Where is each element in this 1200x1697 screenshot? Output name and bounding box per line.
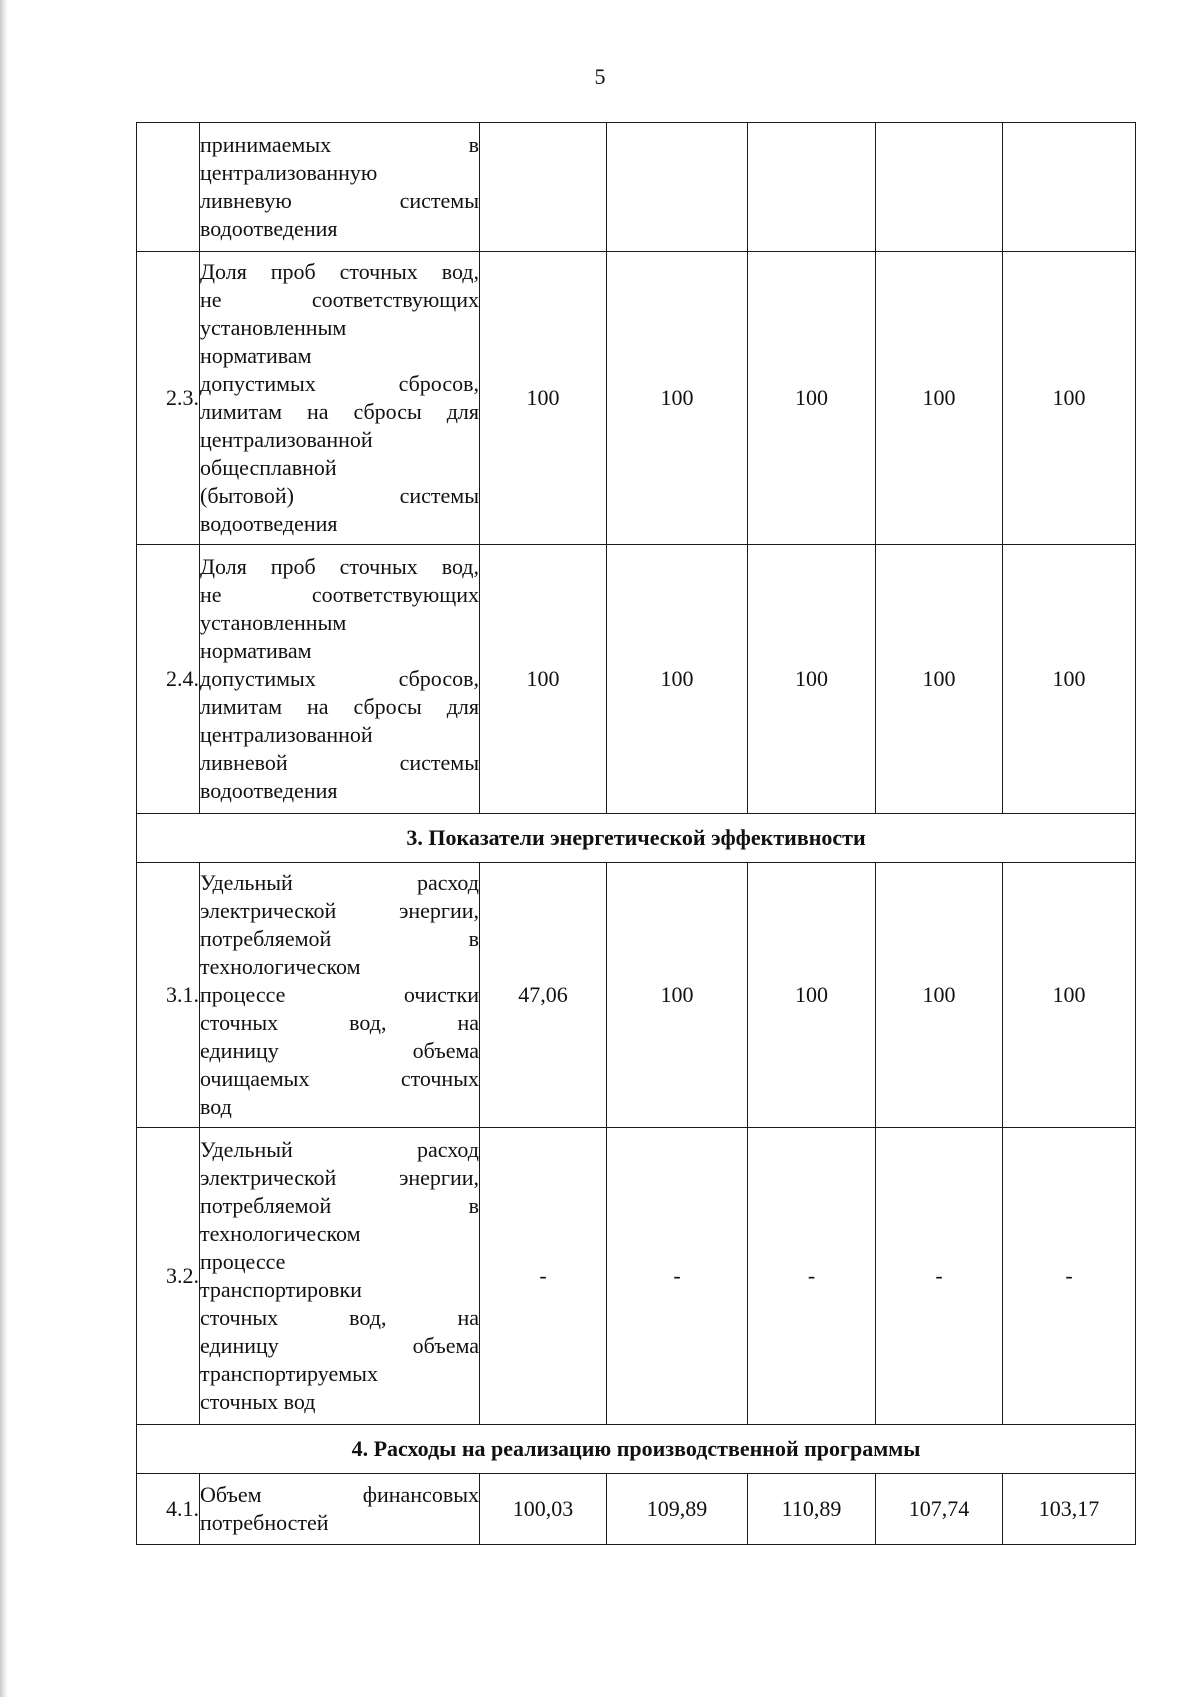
table-row (137, 252, 1136, 545)
value-cell: 100 (480, 252, 607, 545)
table-row (137, 545, 1136, 814)
section-heading: 3. Показатели энергетической эффективности (137, 814, 1136, 863)
value-cell: - (876, 1128, 1003, 1425)
value-cell: - (1003, 1128, 1136, 1425)
table-row (137, 863, 1136, 1128)
value-cell (876, 123, 1003, 252)
indicator-name: принимаемых в централизованную ливневую системы водоотведения (200, 123, 480, 252)
value-cell (1003, 123, 1136, 252)
value-cell: - (607, 1128, 748, 1425)
value-cell: 107,74 (876, 1474, 1003, 1545)
value-cell: 100 (1003, 252, 1136, 545)
row-number (137, 123, 200, 252)
indicator-name: Доля проб сточных вод, не соответствующих установленным нормативам допустимых сбросов, лимитам на сбросы для централизованной ливневой системы водоотведения (200, 545, 480, 814)
indicators-table (136, 122, 1136, 1545)
table-row (137, 1128, 1136, 1425)
scan-edge (0, 0, 8, 1697)
value-cell: 47,06 (480, 863, 607, 1128)
row-number: 4.1. (137, 1474, 200, 1545)
row-number: 2.3. (137, 252, 200, 545)
row-number: 2.4. (137, 545, 200, 814)
value-cell: 103,17 (1003, 1474, 1136, 1545)
value-cell: 100 (748, 545, 876, 814)
table-row (137, 123, 1136, 252)
value-cell (607, 123, 748, 252)
value-cell: 100 (607, 863, 748, 1128)
section-heading: 4. Расходы на реализацию производственной программы (137, 1425, 1136, 1474)
value-cell: 100 (876, 863, 1003, 1128)
row-number: 3.2. (137, 1128, 200, 1425)
value-cell: 100,03 (480, 1474, 607, 1545)
row-number: 3.1. (137, 863, 200, 1128)
indicator-name: Удельный расход электрической энергии, потребляемой в технологическом процессе очистки сточных вод, на единицу объема очищаемых сточных вод (200, 863, 480, 1128)
value-cell: - (748, 1128, 876, 1425)
value-cell: 100 (748, 863, 876, 1128)
value-cell: 100 (607, 252, 748, 545)
value-cell: - (480, 1128, 607, 1425)
value-cell: 100 (748, 252, 876, 545)
page-number: 5 (594, 64, 606, 89)
value-cell: 100 (876, 545, 1003, 814)
value-cell: 100 (480, 545, 607, 814)
value-cell: 100 (607, 545, 748, 814)
value-cell: 100 (1003, 545, 1136, 814)
indicator-name: Доля проб сточных вод, не соответствующих установленным нормативам допустимых сбросов, лимитам на сбросы для централизованной общесплавной (бытовой) системы водоотведения (200, 252, 480, 545)
value-cell: 100 (1003, 863, 1136, 1128)
section-row (137, 1425, 1136, 1474)
indicator-name: Удельный расход электрической энергии, потребляемой в технологическом процессе транспортировки сточных вод, на единицу объема транспортируемых сточных вод (200, 1128, 480, 1425)
value-cell (480, 123, 607, 252)
table-row (137, 1474, 1136, 1545)
value-cell: 109,89 (607, 1474, 748, 1545)
section-row (137, 814, 1136, 863)
value-cell (748, 123, 876, 252)
value-cell: 100 (876, 252, 1003, 545)
value-cell: 110,89 (748, 1474, 876, 1545)
indicator-name: Объем финансовых потребностей (200, 1474, 480, 1545)
